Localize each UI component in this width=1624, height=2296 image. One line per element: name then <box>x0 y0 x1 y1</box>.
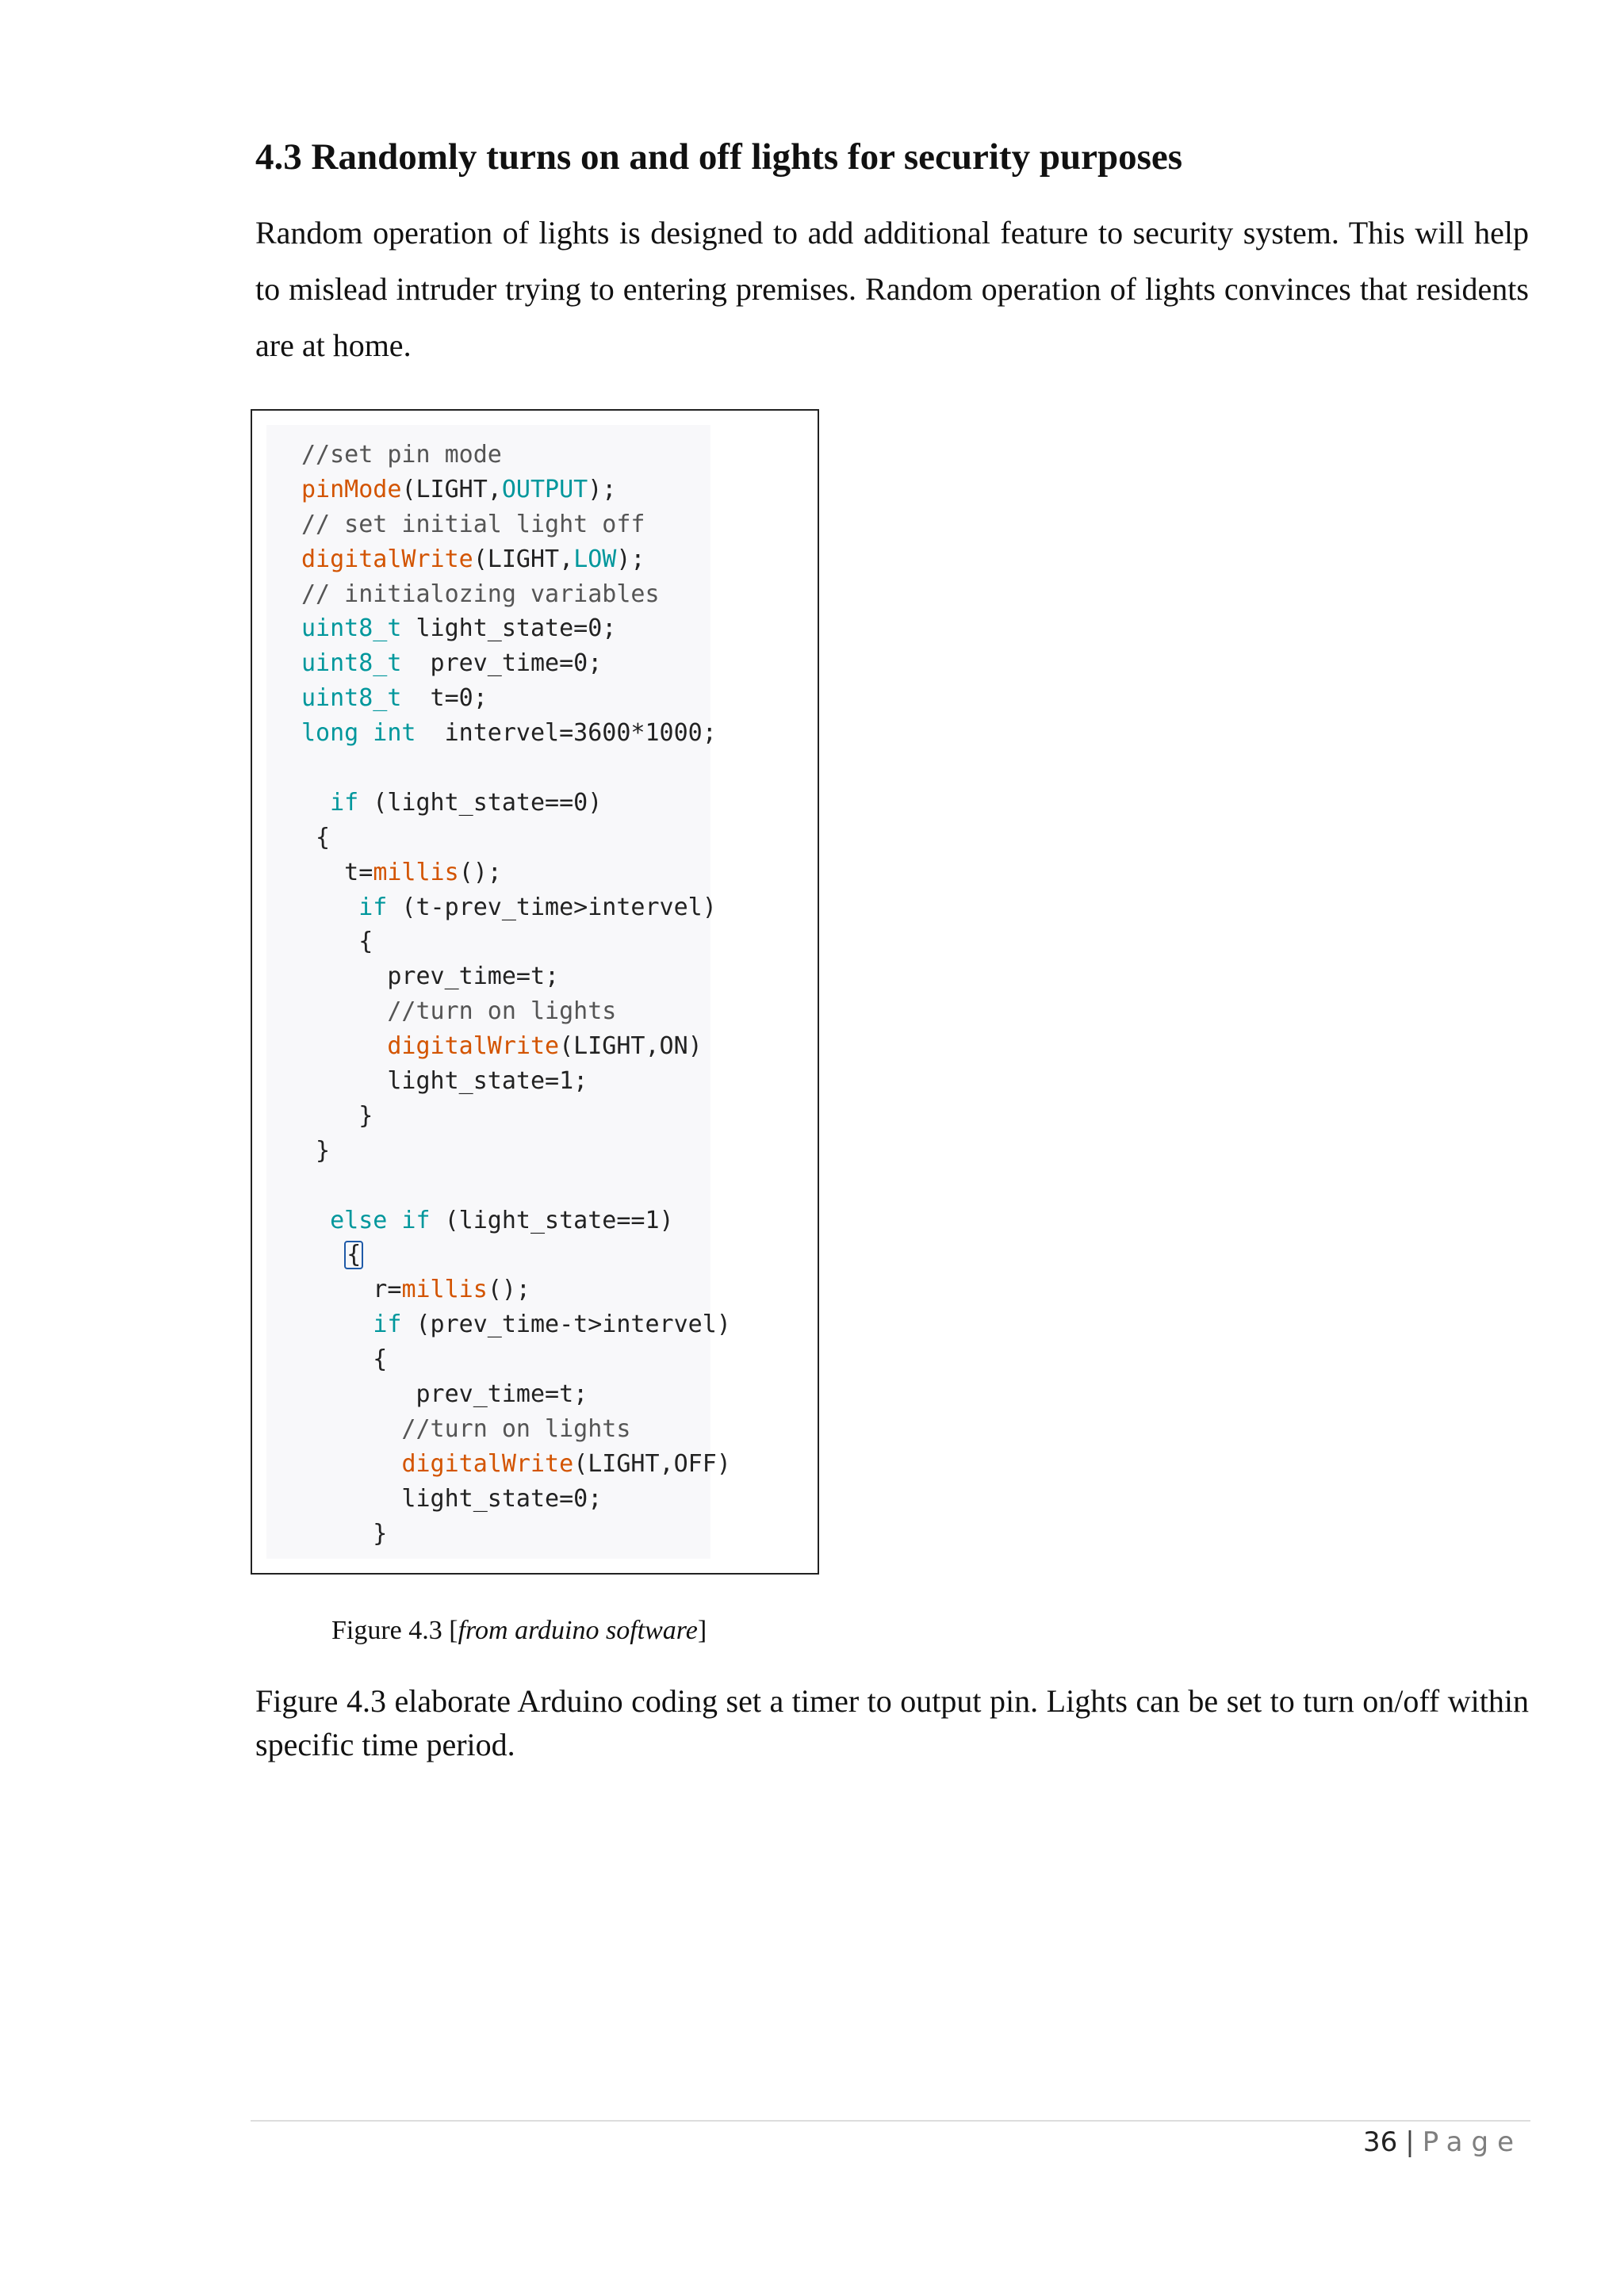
code-function: digitalWrite <box>301 545 473 573</box>
code-line <box>301 1272 731 1307</box>
code-text: (t-prev_time>intervel) <box>387 893 717 921</box>
caption-prefix: Figure 4.3 [ <box>331 1616 458 1645</box>
code-keyword: OUTPUT <box>501 475 588 503</box>
code-editor-background <box>266 425 731 1559</box>
code-line <box>301 1238 731 1272</box>
code-text <box>301 894 358 921</box>
code-line <box>301 855 731 890</box>
code-text: } <box>301 1519 388 1548</box>
code-line <box>301 751 731 786</box>
code-line <box>301 786 731 821</box>
code-text: ); <box>616 545 645 573</box>
code-text: (prev_time-t>intervel) <box>401 1311 731 1339</box>
page-label: Page <box>1422 2126 1522 2158</box>
brace-match-cursor: { <box>344 1241 363 1269</box>
page-footer <box>1363 2126 1522 2158</box>
code-line <box>301 577 731 612</box>
code-keyword: uint8_t <box>301 614 402 643</box>
code-function: millis <box>401 1276 488 1304</box>
code-text: } <box>301 1101 373 1130</box>
code-line <box>301 681 731 716</box>
code-line <box>301 1064 731 1099</box>
code-text <box>301 1032 387 1060</box>
code-text: light_state=0; <box>401 614 617 643</box>
code-text: (LIGHT,OFF) <box>573 1449 731 1478</box>
code-text: t=0; <box>401 684 488 713</box>
code-line <box>301 716 731 751</box>
code-text: light_state=0; <box>301 1484 603 1513</box>
code-line <box>301 1412 731 1447</box>
code-text: light_state=1; <box>301 1067 588 1096</box>
code-line <box>301 507 731 542</box>
code-text: (light_state==1) <box>430 1206 674 1234</box>
code-keyword: uint8_t <box>301 649 402 678</box>
caption-source: from arduino software <box>458 1616 698 1645</box>
code-text: (LIGHT, <box>401 475 502 503</box>
code-function: digitalWrite <box>387 1032 560 1061</box>
code-text <box>301 1207 330 1234</box>
code-line <box>301 646 731 681</box>
code-line <box>301 1342 731 1377</box>
code-comment: // initialozing variables <box>301 580 660 608</box>
code-text: ); <box>588 475 617 503</box>
code-text <box>301 1311 373 1338</box>
code-text: (LIGHT, <box>473 545 574 573</box>
code-listing <box>301 438 731 1552</box>
code-text: (); <box>458 858 502 886</box>
caption-suffix: ] <box>697 1616 707 1645</box>
code-line <box>301 890 731 925</box>
code-keyword: long int <box>301 719 416 748</box>
code-comment: //turn on lights <box>301 1414 631 1443</box>
code-function: digitalWrite <box>401 1449 574 1478</box>
code-line <box>301 1203 731 1238</box>
code-line <box>301 1029 731 1064</box>
code-text: prev_time=t; <box>301 962 560 991</box>
code-text: { <box>301 928 373 956</box>
code-line <box>301 1377 731 1412</box>
code-keyword: else if <box>330 1206 431 1234</box>
code-comment: //turn on lights <box>301 997 617 1026</box>
code-text: r= <box>301 1276 402 1304</box>
code-text: intervel=3600*1000; <box>416 719 717 748</box>
code-keyword: LOW <box>573 545 617 573</box>
code-text: (); <box>487 1276 530 1304</box>
code-text: (LIGHT,ON) <box>559 1032 703 1061</box>
code-text: { <box>301 1345 388 1374</box>
page-number: 36 <box>1362 2126 1398 2158</box>
code-line <box>301 924 731 959</box>
code-comment: // set initial light off <box>301 510 645 538</box>
code-text <box>301 789 330 817</box>
code-line <box>301 1517 731 1552</box>
code-text <box>301 1241 344 1269</box>
code-figure <box>251 409 819 1575</box>
figure-caption <box>331 1616 707 1646</box>
code-keyword: if <box>330 788 359 817</box>
code-line <box>301 1482 731 1517</box>
code-comment: //set pin mode <box>301 441 502 469</box>
footer-separator: | <box>1405 2126 1415 2158</box>
section-heading: 4.3 Randomly turns on and off lights for security purposes <box>255 136 1183 178</box>
code-text: t= <box>301 858 373 886</box>
intro-paragraph: Random operation of lights is designed to add additional feature to security system. This will help to mislead intruder trying to entering premises. Random operation of lights convinces that residents are at home. <box>255 215 1529 363</box>
code-keyword: if <box>373 1311 402 1339</box>
code-line <box>301 994 731 1029</box>
code-line <box>301 1134 731 1169</box>
code-line <box>301 1307 731 1342</box>
code-line <box>301 473 731 507</box>
code-text: (light_state==0) <box>358 788 603 817</box>
code-text: { <box>301 823 331 851</box>
code-line <box>301 1169 731 1203</box>
code-line <box>301 611 731 646</box>
code-line <box>301 821 731 855</box>
code-line <box>301 542 731 577</box>
code-keyword: if <box>358 893 388 921</box>
code-line <box>301 959 731 994</box>
code-function: millis <box>373 858 459 886</box>
code-line <box>301 438 731 473</box>
footer-divider <box>251 2120 1530 2122</box>
code-text <box>301 1450 401 1478</box>
outro-paragraph: Figure 4.3 elaborate Arduino coding set a timer to output pin. Lights can be set to turn on/off within specific time period. <box>255 1683 1529 1762</box>
code-function: pinMode <box>301 475 402 503</box>
code-line <box>301 1099 731 1134</box>
code-text: prev_time=0; <box>401 649 603 678</box>
code-line <box>301 1447 731 1482</box>
code-keyword: uint8_t <box>301 684 402 713</box>
code-text: } <box>301 1136 331 1165</box>
code-text: prev_time=t; <box>301 1380 588 1409</box>
